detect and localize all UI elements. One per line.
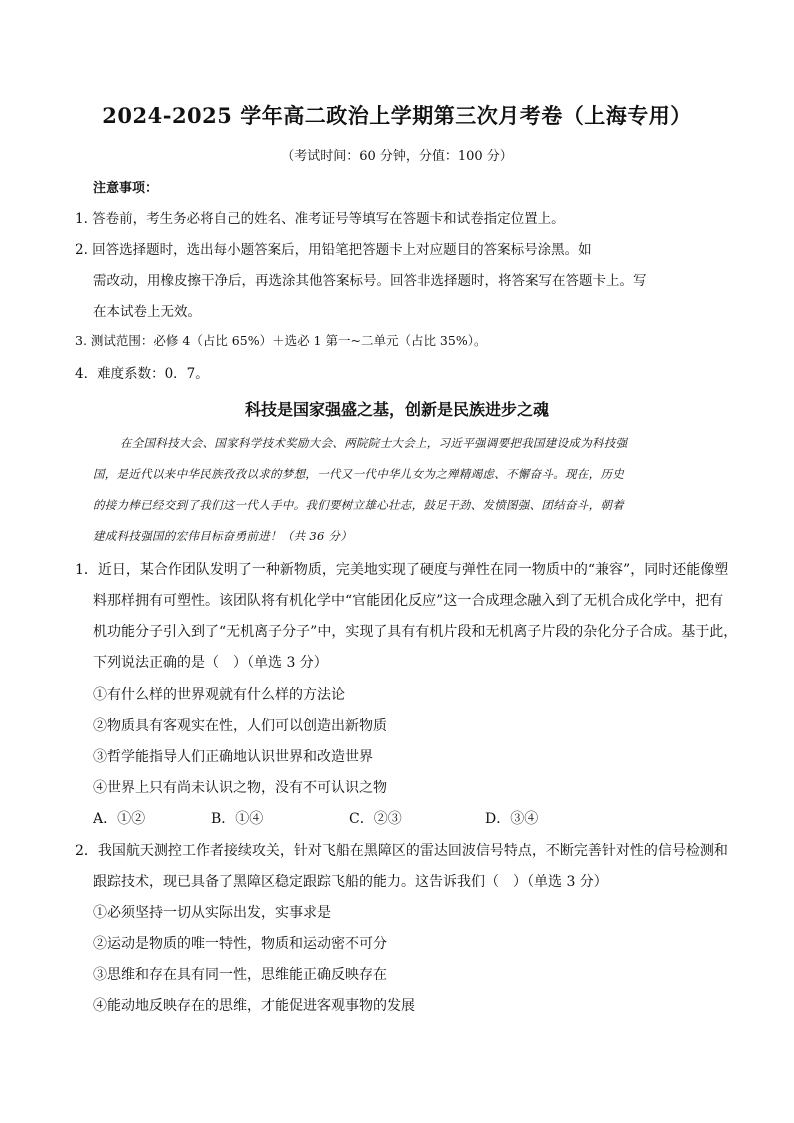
question-stem-line: 2．我国航天测控工作者接续攻关，针对飞船在黑障区的雷达回波信号特点，不断完善针对性的信号检测和 <box>75 843 728 859</box>
statement-option: ④能动地反映存在的思维，才能促进客观事物的发展 <box>93 998 415 1014</box>
statement-option: ④世界上只有尚未认识之物，没有不可认识之物 <box>93 780 387 796</box>
choice-c: C．②③ <box>349 811 402 827</box>
choice-a: A．①② <box>93 811 146 827</box>
statement-option: ②运动是物质的唯一特性，物质和运动密不可分 <box>93 936 387 952</box>
notice-line: 2. 回答选择题时，选出每小题答案后，用铅笔把答题卡上对应题目的答案标号涂黑。如 <box>75 242 592 258</box>
question-stem-line: 机功能分子引入到了“无机离子分子”中，实现了具有有机片段和无机离子片段的杂化分子合成。基于此， <box>93 624 738 640</box>
section-title: 科技是国家强盛之基，创新是民族进步之魂 <box>244 400 549 419</box>
notice-line: 在本试卷上无效。 <box>93 304 201 320</box>
section-intro-line: 的接力棒已经交到了我们这一代人手中。我们要树立雄心壮志，鼓足干劲、发愤图强、团结奋斗，朝着 <box>93 498 624 512</box>
statement-option: ①有什么样的世界观就有什么样的方法论 <box>93 687 345 703</box>
choice-d: D．③④ <box>485 811 539 827</box>
statement-option: ②物质具有客观实在性，人们可以创造出新物质 <box>93 718 387 734</box>
notice-line: 4．难度系数：0．7。 <box>75 366 209 382</box>
question-stem-line: 1．近日，某合作团队发明了一种新物质，完美地实现了硬度与弹性在同一物质中的“兼容”，同时还能像塑 <box>75 562 729 578</box>
notice-line: 需改动，用橡皮擦干净后，再选涂其他答案标号。回答非选择题时，将答案写在答题卡上。写 <box>93 273 647 289</box>
section-intro-line: 建成科技强国的宏伟目标奋勇前进！（共 36 分） <box>93 529 353 543</box>
question-stem-line: 跟踪技术，现已具备了黑障区稳定跟踪飞船的能力。这告诉我们（ ）（单选 3 分） <box>93 874 608 890</box>
notice-line: 1. 答卷前，考生务必将自己的姓名、准考证号等填写在答题卡和试卷指定位置上。 <box>75 211 565 227</box>
exam-time-score: （考试时间：60 分钟，分值：100 分） <box>281 149 513 164</box>
question-stem-line: 料那样拥有可塑性。该团队将有机化学中“官能团化反应”这一合成理念融入到了无机合成化学中，把有 <box>93 593 724 609</box>
statement-option: ③哲学能指导人们正确地认识世界和改造世界 <box>93 749 373 765</box>
section-intro-line: 国，是近代以来中华民族孜孜以求的梦想，一代又一代中华儿女为之殚精竭虑、不懈奋斗。现在，历史 <box>93 467 624 481</box>
notice-heading: 注意事项： <box>93 181 159 196</box>
section-intro-line: 在全国科技大会、国家科学技术奖励大会、两院院士大会上，习近平强调要把我国建设成为科技强 <box>120 436 628 450</box>
choice-b: B．①④ <box>211 811 264 827</box>
statement-option: ①必须坚持一切从实际出发，实事求是 <box>93 905 331 921</box>
notice-line: 3. 测试范围：必修 4（占比 65%）＋选必 1 第一~二单元（占比 35%）。 <box>75 333 487 348</box>
statement-option: ③思维和存在具有同一性，思维能正确反映存在 <box>93 967 387 983</box>
question-stem-line: 下列说法正确的是（ ）（单选 3 分） <box>93 655 328 671</box>
exam-title: 2024-2025 学年高二政治上学期第三次月考卷（上海专用） <box>102 103 692 128</box>
